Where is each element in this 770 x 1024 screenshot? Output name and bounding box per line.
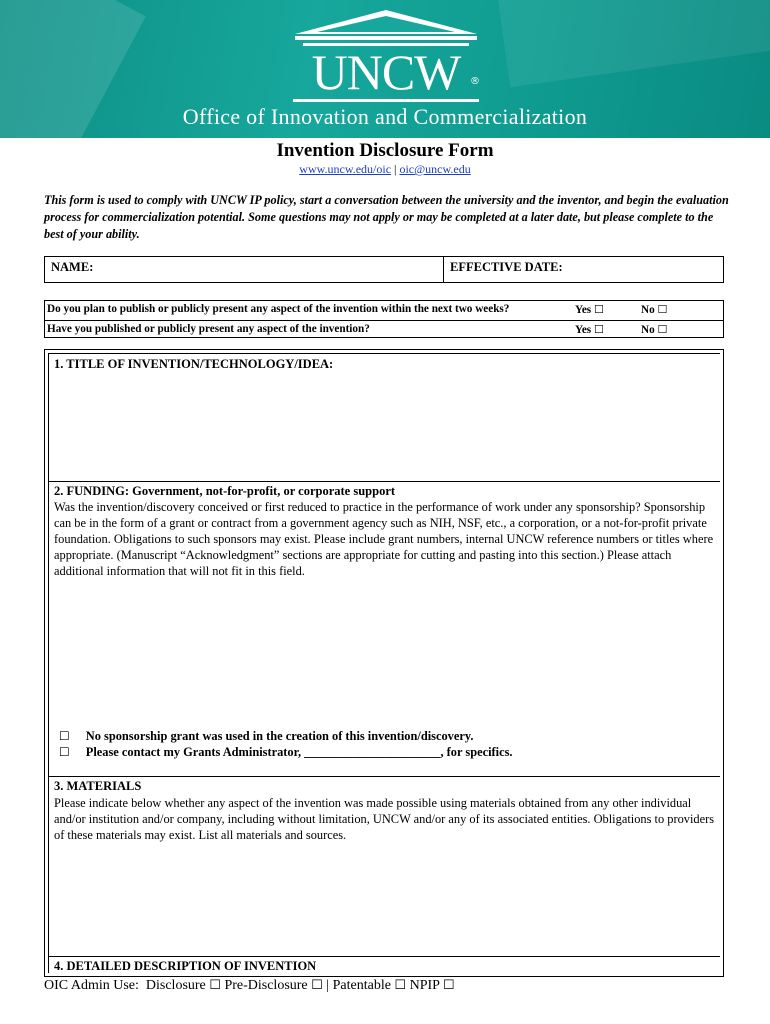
section-divider xyxy=(48,481,720,482)
contact-links xyxy=(0,162,770,177)
publish-2-yes[interactable] xyxy=(575,323,604,336)
inner-border xyxy=(48,353,720,354)
name-field[interactable]: NAME: xyxy=(51,260,94,274)
name-divider xyxy=(443,257,444,282)
contact-grants-option[interactable] xyxy=(59,745,513,760)
publish-question-1: Do you plan to publish or publicly present any aspect of the invention within the next two weeks? xyxy=(47,303,510,315)
checkbox-icon[interactable]: ☐ xyxy=(59,729,70,743)
publish-row-1 xyxy=(45,301,723,319)
registered-mark: ® xyxy=(470,76,480,87)
checkbox-icon[interactable]: ☐ xyxy=(442,978,455,993)
publish-question-2: Have you published or publicly present any aspect of the invention? xyxy=(47,323,370,335)
publish-2-no[interactable] xyxy=(641,323,667,336)
no-sponsorship-label: No sponsorship grant was used in the creation of this invention/discovery. xyxy=(85,729,474,743)
no-label: No xyxy=(641,324,655,336)
admin-use-label: OIC Admin Use: xyxy=(44,978,139,993)
checkbox-icon[interactable]: ☐ xyxy=(59,745,70,759)
checkbox-icon[interactable]: ☐ xyxy=(311,978,323,993)
logo-text: UNCW xyxy=(311,44,461,100)
office-title: Office of Innovation and Commercialization xyxy=(182,104,588,129)
checkbox-icon[interactable]: ☐ xyxy=(657,323,668,336)
checkbox-icon[interactable]: ☐ xyxy=(657,303,668,316)
name-date-table xyxy=(44,256,724,283)
publish-1-yes[interactable] xyxy=(575,303,604,316)
sections-table xyxy=(44,349,724,977)
banner-swoosh-right xyxy=(494,0,770,87)
yes-label: Yes xyxy=(575,304,592,316)
yes-label: Yes xyxy=(575,324,592,336)
email-link[interactable]: oic@uncw.edu xyxy=(399,162,471,176)
section-divider xyxy=(48,776,720,777)
header-banner xyxy=(0,0,770,138)
section-2-title: 2. FUNDING: Government, not-for-profit, or corporate support xyxy=(54,484,396,498)
no-label: No xyxy=(641,304,655,316)
section-3-body: Please indicate below whether any aspect of the invention was made possible using materials obtained from any other individual and/or institution and/or company, including without limitation, UNCW and/or any of its associated entities. Obligations to providers of these materials may exist. List all materials and sources. xyxy=(54,796,715,842)
link-separator: | xyxy=(394,162,397,176)
checkbox-icon[interactable]: ☐ xyxy=(593,303,604,316)
website-link[interactable]: www.uncw.edu/oic xyxy=(299,162,392,176)
section-2-body: Was the invention/discovery conceived or first reduced to practice in the performance of work under any sponsorship? Sponsorship can be in the form of a grant or contract from a government agency such as NIH, NSF, etc., a corporation, or a not-for-profit private foundation. Obligations to such sponsors may exist. Please include grant numbers, internal UNCW reference numbers or titles where appropriate. (Manuscript “Acknowledgment” sections are appropriate for cutting and pasting into this section.) Please attach additional information that will not fit in this field. xyxy=(54,500,714,578)
checkbox-icon[interactable]: ☐ xyxy=(394,978,407,993)
no-sponsorship-option[interactable] xyxy=(59,729,473,744)
admin-use-footer xyxy=(44,978,455,994)
section-3-title: 3. MATERIALS xyxy=(54,779,142,793)
checkbox-icon[interactable]: ☐ xyxy=(209,978,221,993)
checkbox-icon[interactable]: ☐ xyxy=(593,323,604,336)
patentable-label: Patentable xyxy=(332,978,391,993)
contact-grants-label: Please contact my Grants Administrator, ______________________, for specifics. xyxy=(85,745,513,759)
publish-row-2 xyxy=(45,320,723,339)
effective-date-field[interactable]: EFFECTIVE DATE: xyxy=(450,260,563,274)
section-4-title: 4. DETAILED DESCRIPTION OF INVENTION xyxy=(54,959,317,973)
intro-paragraph: This form is used to comply with UNCW IP policy, start a conversation between the university and the inventor, and begin the evaluation process for commercialization potential. Some questions may not apply or may be completed at a later date, but please complete to the best of your ability. xyxy=(44,193,729,241)
footer-separator: | xyxy=(326,978,330,993)
publish-table xyxy=(44,300,724,338)
section-divider xyxy=(48,956,720,957)
npip-label: NPIP xyxy=(409,978,440,993)
publish-1-no[interactable] xyxy=(641,303,667,316)
page-title: Invention Disclosure Form xyxy=(276,140,494,161)
inner-border xyxy=(48,353,49,973)
pre-disclosure-label: Pre-Disclosure xyxy=(224,978,308,993)
section-1-title: 1. TITLE OF INVENTION/TECHNOLOGY/IDEA: xyxy=(54,357,334,371)
disclosure-label: Disclosure xyxy=(145,978,206,993)
